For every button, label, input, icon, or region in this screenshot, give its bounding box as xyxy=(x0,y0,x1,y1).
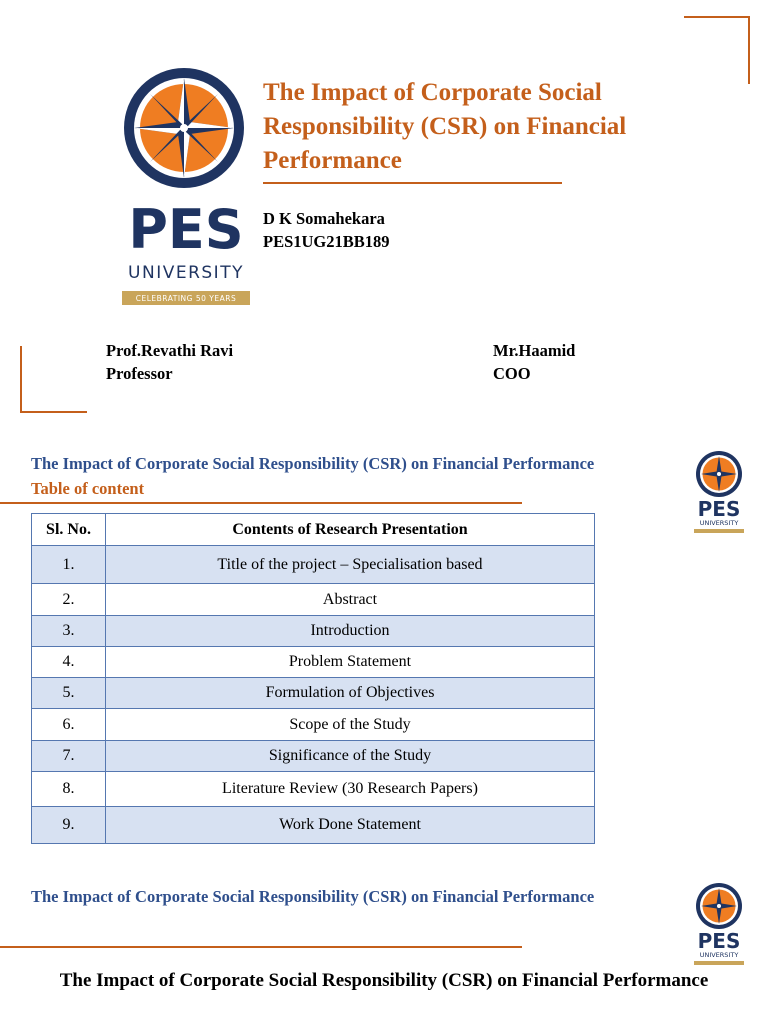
student-block xyxy=(263,207,390,253)
slide1-title: The Impact of Corporate Social Responsibility (CSR) on Financial Performance xyxy=(263,79,627,174)
title-underline xyxy=(263,182,562,184)
external-guide xyxy=(493,339,575,385)
pes-small-logo xyxy=(692,450,746,536)
row-number: 1. xyxy=(32,546,106,584)
logo-pes-text: PES xyxy=(697,497,741,521)
corner-bracket-top-right xyxy=(684,16,750,84)
corner-bracket-bottom-left xyxy=(20,346,87,413)
internal-guide-name: Prof.Revathi Ravi xyxy=(106,341,234,360)
compass-emblem-icon xyxy=(696,451,742,497)
logo-ribbon-text: CELEBRATING 50 YEARS xyxy=(135,294,237,303)
table-row xyxy=(32,678,595,709)
col-header-contents: Contents of Research Presentation xyxy=(106,514,595,546)
row-item: Work Done Statement xyxy=(106,807,595,844)
pes-university-logo xyxy=(120,64,252,310)
table-row xyxy=(32,741,595,772)
logo-pes-text: PES xyxy=(128,198,244,261)
table-row xyxy=(32,584,595,616)
external-guide-role: COO xyxy=(493,364,531,383)
row-number: 5. xyxy=(32,678,106,709)
row-item: Significance of the Study xyxy=(106,741,595,772)
row-number: 9. xyxy=(32,807,106,844)
slide3-title: The Impact of Corporate Social Responsibility (CSR) on Financial Performance xyxy=(31,887,595,906)
contents-table xyxy=(31,513,595,844)
row-item: Problem Statement xyxy=(106,647,595,678)
row-number: 6. xyxy=(32,709,106,741)
table-row xyxy=(32,546,595,584)
slide2-title: The Impact of Corporate Social Responsibility (CSR) on Financial Performance xyxy=(31,454,595,473)
row-item: Formulation of Objectives xyxy=(106,678,595,709)
slide3-heading: The Impact of Corporate Social Responsibility (CSR) on Financial Performance xyxy=(59,970,709,991)
row-number: 4. xyxy=(32,647,106,678)
table-of-content-heading: Table of content xyxy=(31,479,145,498)
slide2-underline xyxy=(0,502,522,504)
row-number: 2. xyxy=(32,584,106,616)
logo-ribbon xyxy=(694,529,744,533)
row-item: Abstract xyxy=(106,584,595,616)
logo-university-text: UNIVERSITY xyxy=(699,519,739,527)
row-number: 3. xyxy=(32,616,106,647)
row-item: Introduction xyxy=(106,616,595,647)
col-header-serial: Sl. No. xyxy=(32,514,106,546)
pes-small-logo xyxy=(692,882,746,968)
table-row xyxy=(32,709,595,741)
internal-guide-role: Professor xyxy=(106,364,173,383)
external-guide-name: Mr.Haamid xyxy=(493,341,576,360)
table-row xyxy=(32,647,595,678)
row-number: 7. xyxy=(32,741,106,772)
row-number: 8. xyxy=(32,772,106,807)
logo-ribbon xyxy=(694,961,744,965)
row-item: Title of the project – Specialisation based xyxy=(106,546,595,584)
compass-emblem-icon xyxy=(696,883,742,929)
student-name: D K Somahekara xyxy=(263,209,385,228)
table-row xyxy=(32,772,595,807)
student-id: PES1UG21BB189 xyxy=(263,232,390,251)
table-row xyxy=(32,616,595,647)
table-header-row xyxy=(32,514,595,546)
slide3-underline xyxy=(0,946,522,948)
table-row xyxy=(32,807,595,844)
row-item: Literature Review (30 Research Papers) xyxy=(106,772,595,807)
logo-university-text: UNIVERSITY xyxy=(128,263,244,283)
internal-guide xyxy=(106,339,233,385)
row-item: Scope of the Study xyxy=(106,709,595,741)
logo-university-text: UNIVERSITY xyxy=(699,951,739,959)
logo-pes-text: PES xyxy=(697,929,741,953)
compass-emblem-icon xyxy=(124,68,244,188)
